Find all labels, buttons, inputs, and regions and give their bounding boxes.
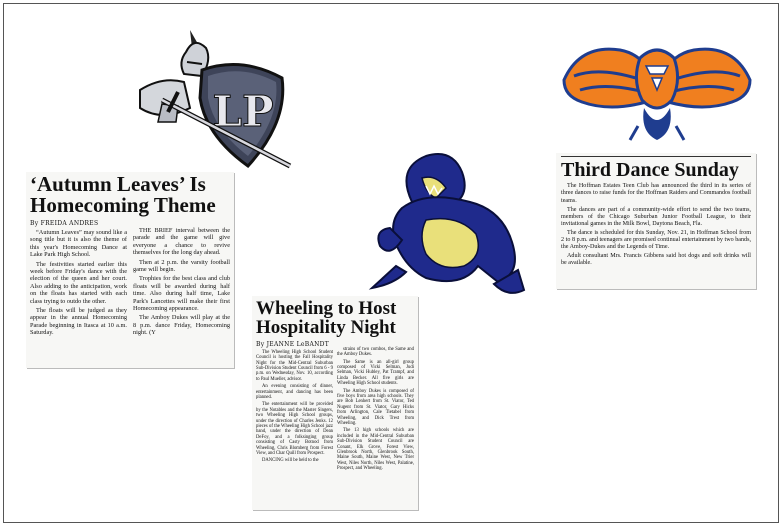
paragraph: An evening consisting of dinner, entertainment, and dancing has been planned. [256,384,333,400]
article-columns [256,338,414,474]
headline-autumn-leaves: ‘Autumn Leaves’ Is Homecoming Theme [30,172,216,218]
paragraph: The entertainment will be provided by the Notables and the Master Singers, two Wheeling High School groups, under the direction of Charles Jenks. 12 pieces of the Wheeling High School jazz band, under the direction of Dean DeFoy, and a folksinging group consisting of Casty Botnod from Wheeling, Chris Blomberg from Forest View, and Char Quill from Prospect. [256,402,333,457]
bear-mascot-icon [366,148,530,298]
paragraph: The festivities started earlier this week before Friday's dance with the election of the queen and her court. Also adding to the anticipation, work on the floats has started with each class trying to outdo the other. [30,260,127,305]
article-column-right [337,338,414,474]
article-column-left [256,338,333,474]
article-wheeling-hospitality [252,296,418,510]
paragraph: The Amboy Dukes will play at the 8 p.m. dance Friday, Homecoming night. (Y [133,314,230,337]
paragraph: strains of two combos, the Same and the Amboy Dukes. [337,346,414,358]
article-body [561,183,751,267]
paragraph: Trophies for the best class and club floats will be awarded during half time. Also during half time, Lake Park's Lancettes will make their first Homecoming appearance. [133,275,230,313]
paragraph: The dances are part of a community-wide effort to send the two teams, members of the Chicago Suburban Junior Football League, to their invitational games in the Milk Bowl, Daytona Beach, Fla. [561,206,751,227]
article-autumn-leaves [26,172,234,368]
byline: By FREIDA ANDRES [30,219,99,227]
paragraph: The Wheeling High School Student Council is hosting the Fall Hospitality Night for the Mid-Central Suburban Sub-Division Student Council from 6 - 9 p.m. on Wednesday, Nov. 10, according to Paul Mueller, advisor. [256,349,333,382]
hawk-mascot-icon [560,36,754,144]
knight-shield [200,65,283,166]
paragraph: Then at 2 p.m. the varsity football game will begin. [133,258,230,273]
byline: By JEANNE LeBANDT [256,340,330,348]
paragraph: The Hoffman Estates Teen Club has announced the third in its series of three dances to raise funds for the Hoffman Raiders and Commandos football teams. [561,183,751,204]
paragraph: DANCING will be held to the [262,458,319,464]
paragraph: The Amboy Dukes is composed of five boys from area high schools. They are Bob Lenhert from St. Viator, Ted Nugent from St. Viator, Gary Hicks from Arlington, Cale Tietabel from Wheeling, and Dick Trest from Wheeling. [337,388,414,427]
paragraph: Adult consultant Mrs. Francis Gibbens said hot dogs and soft drinks will be available. [561,252,751,267]
article-column-left [30,217,127,339]
shield-emblem-text: LP [212,87,274,136]
article-columns [30,217,230,339]
paragraph: The dance is scheduled for this Sunday, Nov. 21, in Hoffman School from 2 to 8 p.m. and teenagers are promised continual entertainment by two bands, the Amboy-Dukes and the Legends of Time. [561,229,751,250]
headline-third-dance: Third Dance Sunday [561,156,751,180]
article-third-dance [556,153,756,289]
headline-wheeling: Wheeling to Host Hospitality Night [256,298,397,339]
paragraph: The floats will be judged as they appear in the annual Homecoming Parade beginning in Itasca at 10 a.m. Saturday. [30,307,127,337]
paragraph: The 13 high schools which are included in the Mid-Central Suburban Sub-Division Student Council are Conant, Elk Grove, Forest View, Glenbrook North, Glenbrook South, Maine South, Maine West, New Trier West, Niles North, Niles West, Palatine, Prospect, and Wheeling. [337,428,414,472]
paragraph: THE BRIEF interval between the parade and the game will give everyone a chance to revive themselves for the long day ahead. [133,226,230,257]
paragraph: The Same is an all-girl group composed of Vicki Selman, Judi Selman, Vicki Hubley, Pat Trampf, and Linda Becker. All five girls are Wheeling High School students. [337,359,414,387]
paragraph: “Autumn Leaves” may sound like a song title but it is also the theme of this year's Homecoming Dance at Lake Park High School. [30,228,127,259]
article-column-right [133,217,230,339]
knight-mascot-icon [132,26,292,178]
